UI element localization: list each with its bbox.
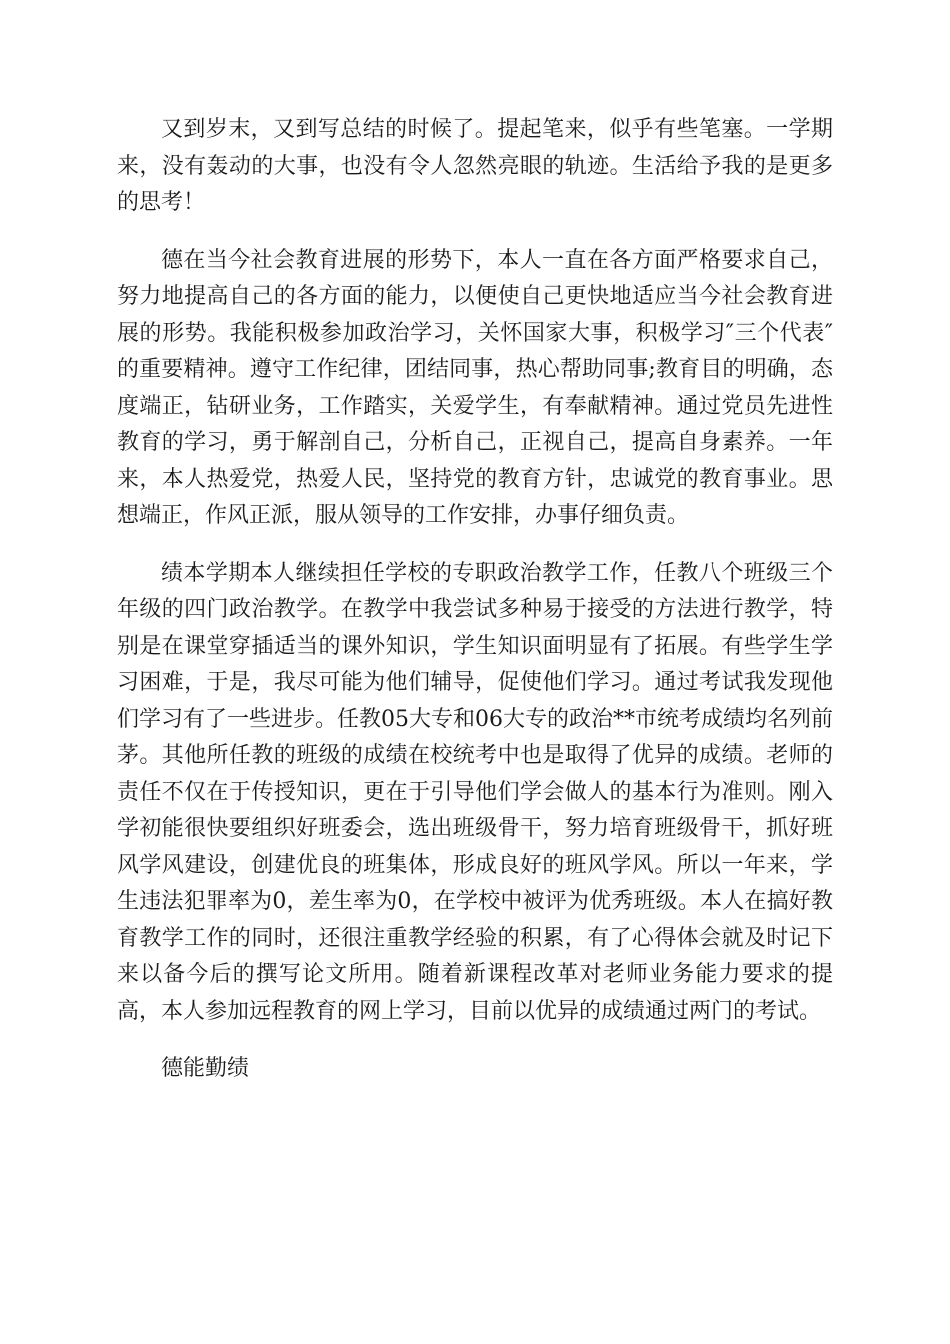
paragraph-virtue: 德在当今社会教育进展的形势下，本人一直在各方面严格要求自己，努力地提高自己的各方面的能力，以便使自己更快地适应当今社会教育进展的形势。我能积极参加政治学习，关怀国家大事，积极学习″三个代表″的重要精神。遵守工作纪律，团结同事，热心帮助同事;教育目的明确，态度端正，钻研业务，工作踏实，关爱学生，有奉献精神。通过党员先进性教育的学习，勇于解剖自己，分析自己，正视自己，提高自身素养。一年来，本人热爱党，热爱人民，坚持党的教育方针，忠诚党的教育事业。思想端正，作风正派，服从领导的工作安排，办事仔细负责。 — [117, 247, 833, 528]
paragraph-intro: 又到岁末，又到写总结的时候了。提起笔来，似乎有些笔塞。一学期来，没有轰动的大事，也没有令人忽然亮眼的轨迹。生活给予我的是更多的思考！ — [117, 117, 833, 215]
paragraph-heading-keywords: 德能勤绩 — [161, 1056, 250, 1081]
document-body — [117, 112, 833, 1088]
paragraph-achievement: 绩本学期本人继续担任学校的专职政治教学工作，任教八个班级三个年级的四门政治教学。在教学中我尝试多种易于接受的方法进行教学，特别是在课堂穿插适当的课外知识，学生知识面明显有了拓展。有些学生学习困难，于是，我尽可能为他们辅导，促使他们学习。通过考试我发现他们学习有了一些进步。任教05大专和06大专的政治**市统考成绩均名列前茅。其他所任教的班级的成绩在校统考中也是取得了优异的成绩。老师的责任不仅在于传授知识，更在于引导他们学会做人的基本行为准则。刚入学初能很快要组织好班委会，选出班级骨干，努力培育班级骨干，抓好班风学风建设，创建优良的班集体，形成良好的班风学风。所以一年来，学生违法犯罪率为0，差生率为0，在学校中被评为优秀班级。本人在搞好教育教学工作的同时，还很注重教学经验的积累，有了心得体会就及时记下来以备今后的撰写论文所用。随着新课程改革对老师业务能力要求的提高，本人参加远程教育的网上学习，目前以优异的成绩通过两门的考试。 — [117, 560, 833, 1024]
